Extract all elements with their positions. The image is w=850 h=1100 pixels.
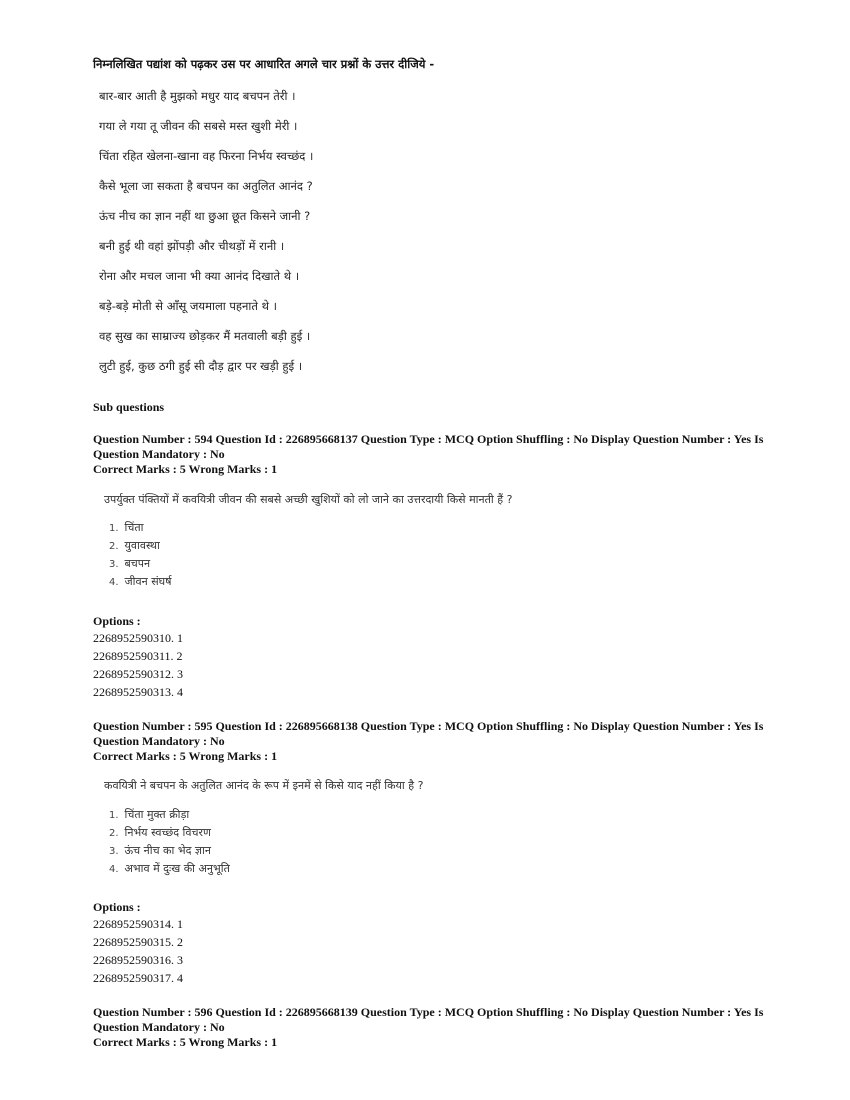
poem-line: चिंता रहित खेलना-खाना वह फिरना निर्भय स्वच्छंद । [99,149,314,163]
question-594-choices [109,519,172,591]
poem-line: बार-बार आती है मुझको मधुर याद बचपन तेरी । [99,89,296,103]
option-item: 2268952590315. 2 [93,935,183,949]
choice-number: 3. [109,846,119,857]
poem-line: ऊंच नीच का ज्ञान नहीं था छुआ छूत किसने जानी ? [99,209,311,223]
question-595-options-label: Options : [93,900,141,914]
choice-text: बचपन [124,557,151,570]
question-594-marks: Correct Marks : 5 Wrong Marks : 1 [93,462,278,476]
sub-questions-label: Sub questions [93,400,165,414]
question-595-header: Question Number : 595 Question Id : 226895668138 Question Type : MCQ Option Shuffling : No Display Question Number : Yes Is Question Mandatory : No [93,719,764,748]
choice-item [109,842,230,860]
option-item: 2268952590311. 2 [93,649,183,663]
poem-passage [99,84,659,384]
choice-item [109,860,230,878]
choice-number: 3. [109,559,119,570]
question-596-marks: Correct Marks : 5 Wrong Marks : 1 [93,1035,278,1049]
poem-line: रोना और मचल जाना भी क्या आनंद दिखाते थे । [99,269,300,283]
choice-number: 2. [109,541,119,552]
choice-item [109,537,172,555]
choice-number: 4. [109,577,119,588]
choice-item [109,573,172,591]
option-item: 2268952590313. 4 [93,685,183,699]
question-595-options [93,915,183,987]
question-595-text: कवयित्री ने बचपन के अतुलित आनंद के रूप में इनमें से किसे याद नहीं किया है ? [104,779,424,792]
choice-item [109,519,172,537]
poem-line: वह सुख का साम्राज्य छोड़कर मैं मतवाली बड़ी हुई । [99,329,311,343]
option-item: 2268952590310. 1 [93,631,183,645]
choice-text: निर्भय स्वच्छंद विचरण [124,826,211,839]
option-item: 2268952590314. 1 [93,917,183,931]
passage-heading: निम्नलिखित पद्यांश को पढ़कर उस पर आधारित अगले चार प्रश्नों के उत्तर दीजिये - [93,57,435,71]
question-596-header: Question Number : 596 Question Id : 226895668139 Question Type : MCQ Option Shuffling : No Display Question Number : Yes Is Question Mandatory : No [93,1005,764,1034]
question-594-text: उपर्युक्त पंक्तियों में कवयित्री जीवन की सबसे अच्छी खुशियों को लो जाने का उत्तरदायी किसे मानती हैं ? [104,493,513,506]
question-594-header: Question Number : 594 Question Id : 226895668137 Question Type : MCQ Option Shuffling : No Display Question Number : Yes Is Question Mandatory : No [93,432,764,461]
choice-number: 2. [109,828,119,839]
poem-line: लुटी हुई, कुछ ठगी हुई सी दौड़ द्वार पर खड़ी हुई । [99,359,303,373]
question-594-options-label: Options : [93,614,141,628]
choice-text: ऊंच नीच का भेद ज्ञान [124,844,211,857]
choice-text: अभाव में दुःख की अनुभूति [124,862,230,875]
question-595-marks: Correct Marks : 5 Wrong Marks : 1 [93,749,278,763]
option-item: 2268952590316. 3 [93,953,183,967]
choice-text: चिंता [124,521,144,534]
choice-number: 1. [109,523,119,534]
option-item: 2268952590317. 4 [93,971,183,985]
question-595-choices [109,806,230,878]
choice-item [109,555,172,573]
choice-text: जीवन संघर्ष [124,575,172,588]
poem-line: कैसे भूला जा सकता है बचपन का अतुलित आनंद ? [99,179,313,193]
choice-text: युवावस्था [124,539,160,552]
choice-number: 4. [109,864,119,875]
option-item: 2268952590312. 3 [93,667,183,681]
choice-text: चिंता मुक्त क्रीड़ा [124,808,190,821]
choice-item [109,824,230,842]
choice-number: 1. [109,810,119,821]
poem-line: गया ले गया तू जीवन की सबसे मस्त खुशी मेरी । [99,119,298,133]
poem-line: बनी हुई थी वहां झोंपड़ी और चीथड़ों में रानी । [99,239,285,253]
question-594-options [93,629,183,701]
choice-item [109,806,230,824]
poem-line: बड़े-बड़े मोती से आँसू जयमाला पहनाते थे । [99,299,277,313]
